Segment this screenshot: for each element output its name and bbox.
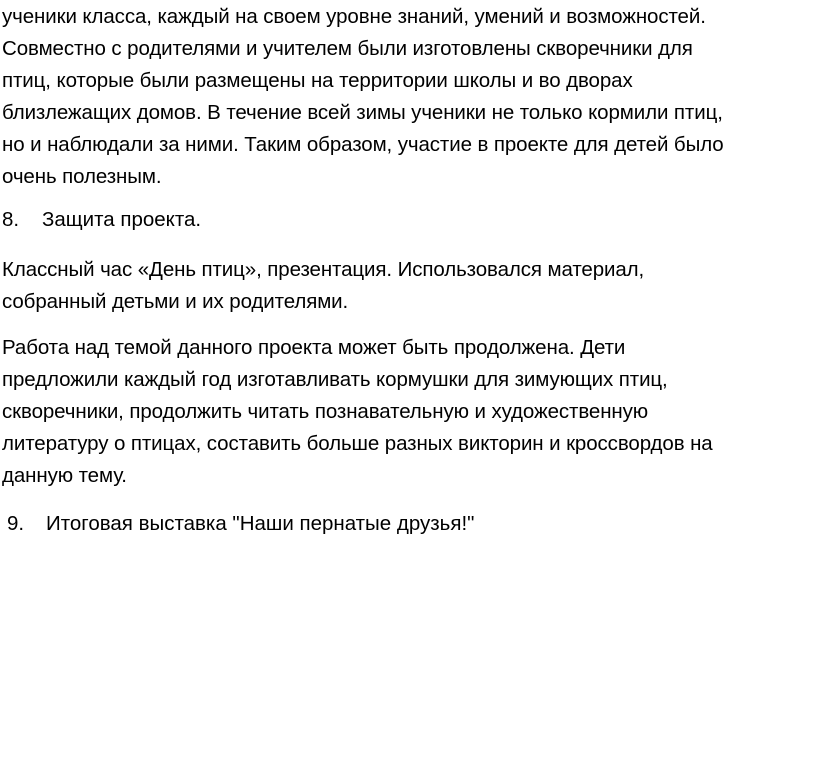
text-line: собранный детьми и их родителями. (2, 290, 349, 313)
text-line: данную тему. (2, 464, 127, 487)
list-item-text: Защита проекта. (42, 208, 202, 231)
text-line: Совместно с родителями и учителем были изготовлены скворечники для (2, 37, 693, 60)
text-line: ученики класса, каждый на своем уровне знаний, умений и возможностей. (2, 5, 706, 28)
text-line: предложили каждый год изготавливать кормушки для зимующих птиц, (2, 368, 668, 391)
text-line: птиц, которые были размещены на территории школы и во дворах (2, 69, 633, 92)
text-line: но и наблюдали за ними. Таким образом, участие в проекте для детей было (2, 133, 724, 156)
text-line: Классный час «День птиц», презентация. Использовался материал, (2, 258, 645, 281)
list-item-text: Итоговая выставка "Наши пернатые друзья!" (46, 512, 475, 535)
text-line: литературу о птицах, составить больше разных викторин и кроссвордов на (2, 432, 713, 455)
text-line: близлежащих домов. В течение всей зимы ученики не только кормили птиц, (2, 101, 723, 124)
text-line: Работа над темой данного проекта может быть продолжена. Дети (2, 336, 626, 359)
list-item-number: 9. (7, 512, 25, 535)
text-line: скворечники, продолжить читать познавательную и художественную (2, 400, 649, 423)
list-item-number: 8. (2, 208, 20, 231)
text-line: очень полезным. (2, 165, 162, 188)
